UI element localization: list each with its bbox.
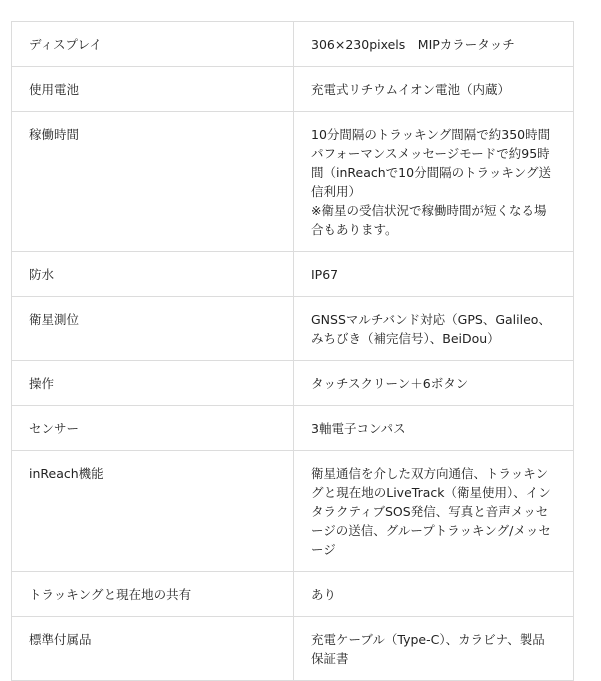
spec-table-body [12,22,574,681]
table-row [12,67,574,112]
spec-label: 標準付属品 [12,617,294,681]
spec-value: 306×230pixels MIPカラータッチ [294,22,574,67]
spec-value: 3軸電子コンパス [294,406,574,451]
spec-label: ディスプレイ [12,22,294,67]
table-row [12,572,574,617]
spec-value: タッチスクリーン＋6ボタン [294,361,574,406]
spec-label: 使用電池 [12,67,294,112]
table-row [12,451,574,572]
spec-label: トラッキングと現在地の共有 [12,572,294,617]
spec-label: 操作 [12,361,294,406]
table-row [12,297,574,361]
spec-label: センサー [12,406,294,451]
table-row [12,361,574,406]
spec-value: GNSSマルチバンド対応（GPS、Galileo、みちびき（補完信号）、BeiDou） [294,297,574,361]
spec-value: 衛星通信を介した双方向通信、トラッキングと現在地のLiveTrack（衛星使用）、インタラクティブSOS発信、写真と音声メッセージの送信、グループトラッキング/メッセージ [294,451,574,572]
spec-label: 稼働時間 [12,112,294,252]
spec-value: あり [294,572,574,617]
spec-label: inReach機能 [12,451,294,572]
spec-value: 充電式リチウムイオン電池（内蔵） [294,67,574,112]
table-row [12,617,574,681]
table-row [12,252,574,297]
spec-value: 10分間隔のトラッキング間隔で約350時間 パフォーマンスメッセージモードで約95時間（inReachで10分間隔のトラッキング送信利用） ※衛星の受信状況で稼働時間が短くなる場合もあります。 [294,112,574,252]
spec-label: 衛星測位 [12,297,294,361]
table-row [12,22,574,67]
table-row [12,112,574,252]
spec-label: 防水 [12,252,294,297]
spec-value: IP67 [294,252,574,297]
spec-table [11,21,574,681]
spec-value: 充電ケーブル（Type-C）、カラビナ、製品保証書 [294,617,574,681]
table-row [12,406,574,451]
